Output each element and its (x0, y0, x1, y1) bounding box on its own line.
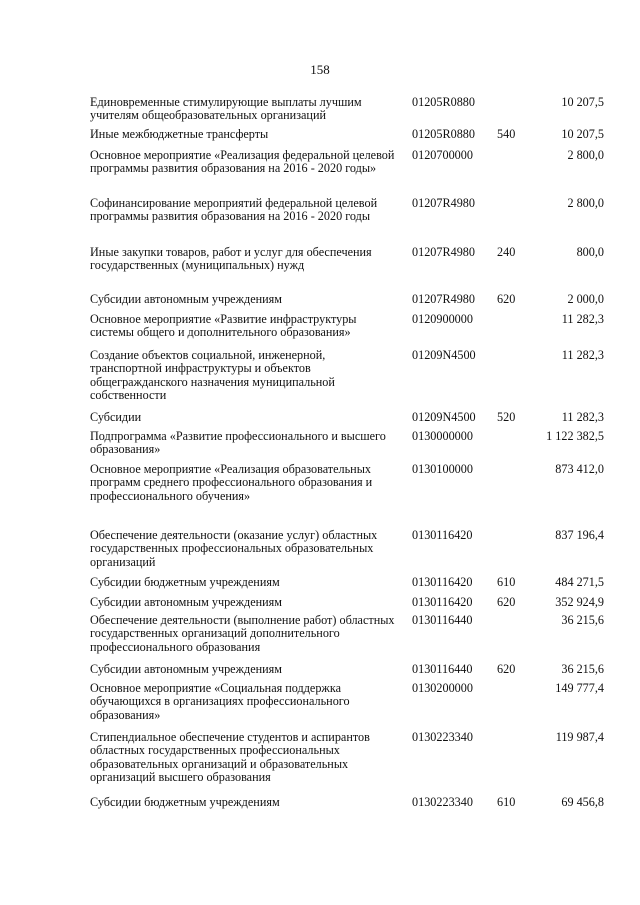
row-code: 01207R4980 (412, 245, 475, 259)
row-amount: 2 800,0 (567, 196, 604, 210)
row-expense-type: 620 (497, 292, 516, 306)
row-amount: 484 271,5 (555, 575, 604, 589)
row-code: 01205R0880 (412, 127, 475, 141)
row-name: Иные межбюджетные трансферты (90, 127, 269, 141)
row-code: 0130000000 (412, 429, 473, 443)
row-name: Субсидии (90, 410, 142, 424)
row-name: Субсидии бюджетным учреждениям (90, 795, 280, 809)
row-code: 0130116440 (412, 662, 473, 676)
row-amount: 11 282,3 (561, 410, 604, 424)
row-amount: 837 196,4 (555, 528, 604, 542)
row-name: Создание объектов социальной, инженерной, транспортной инфраструктуры и объектов общегражданского назначения муниципальной собственности (90, 348, 335, 403)
row-code: 0130100000 (412, 462, 473, 476)
row-amount: 10 207,5 (561, 95, 604, 109)
row-code: 0130223340 (412, 795, 473, 809)
row-amount: 69 456,8 (561, 795, 604, 809)
row-amount: 149 777,4 (555, 681, 604, 695)
row-code: 0130200000 (412, 681, 473, 695)
row-name: Основное мероприятие «Реализация образовательных программ среднего профессионального образования и профессионального обучения» (90, 462, 373, 503)
row-code: 01207R4980 (412, 292, 475, 306)
row-amount: 119 987,4 (555, 730, 604, 744)
row-amount: 2 000,0 (567, 292, 604, 306)
row-amount: 10 207,5 (561, 127, 604, 141)
row-code: 01207R4980 (412, 196, 475, 210)
row-name: Софинансирование мероприятий федеральной целевой программы развития образования на 2016 - 2020 годы (90, 196, 378, 224)
row-expense-type: 610 (497, 575, 516, 589)
row-amount: 36 215,6 (561, 613, 604, 627)
row-amount: 352 924,9 (555, 595, 604, 609)
row-name: Субсидии автономным учреждениям (90, 662, 282, 676)
row-expense-type: 520 (497, 410, 516, 424)
row-name: Субсидии автономным учреждениям (90, 292, 282, 306)
row-amount: 800,0 (576, 245, 604, 259)
row-name: Субсидии автономным учреждениям (90, 595, 282, 609)
row-expense-type: 240 (497, 245, 516, 259)
row-amount: 2 800,0 (567, 148, 604, 162)
row-name: Основное мероприятие «Развитие инфраструктуры системы общего и дополнительного образования» (90, 312, 357, 340)
row-code: 0130116420 (412, 528, 473, 542)
row-code: 01209N4500 (412, 348, 476, 362)
row-code: 0130116440 (412, 613, 473, 627)
row-name: Обеспечение деятельности (выполнение работ) областных государственных организаций дополнительного профессионального образования (90, 613, 395, 654)
row-name: Иные закупки товаров, работ и услуг для обеспечения государственных (муниципальных) нужд (90, 245, 372, 273)
row-name: Основное мероприятие «Реализация федеральной целевой программы развития образования на 2016 - 2020 годы» (90, 148, 395, 176)
row-code: 0130223340 (412, 730, 473, 744)
row-name: Стипендиальное обеспечение студентов и аспирантов областных государственных профессиональных образовательных организаций и образовательных организаций высшего образования (90, 730, 370, 785)
row-amount: 11 282,3 (561, 312, 604, 326)
row-name: Основное мероприятие «Социальная поддержка обучающихся в организациях профессионального образования» (90, 681, 350, 722)
page-number: 158 (310, 62, 330, 77)
row-name: Единовременные стимулирующие выплаты лучшим учителям общеобразовательных организаций (90, 95, 362, 123)
row-amount: 11 282,3 (561, 348, 604, 362)
row-code: 01209N4500 (412, 410, 476, 424)
row-expense-type: 610 (497, 795, 516, 809)
row-name: Субсидии бюджетным учреждениям (90, 575, 280, 589)
row-expense-type: 540 (497, 127, 516, 141)
row-expense-type: 620 (497, 662, 516, 676)
row-code: 01205R0880 (412, 95, 475, 109)
row-amount: 1 122 382,5 (546, 429, 604, 443)
row-code: 0120900000 (412, 312, 473, 326)
row-code: 0130116420 (412, 595, 473, 609)
row-amount: 36 215,6 (561, 662, 604, 676)
row-name: Подпрограмма «Развитие профессионального и высшего образования» (90, 429, 386, 457)
row-name: Обеспечение деятельности (оказание услуг) областных государственных профессиональных образовательных организаций (90, 528, 378, 569)
row-code: 0120700000 (412, 148, 473, 162)
row-amount: 873 412,0 (555, 462, 604, 476)
row-expense-type: 620 (497, 595, 516, 609)
row-code: 0130116420 (412, 575, 473, 589)
